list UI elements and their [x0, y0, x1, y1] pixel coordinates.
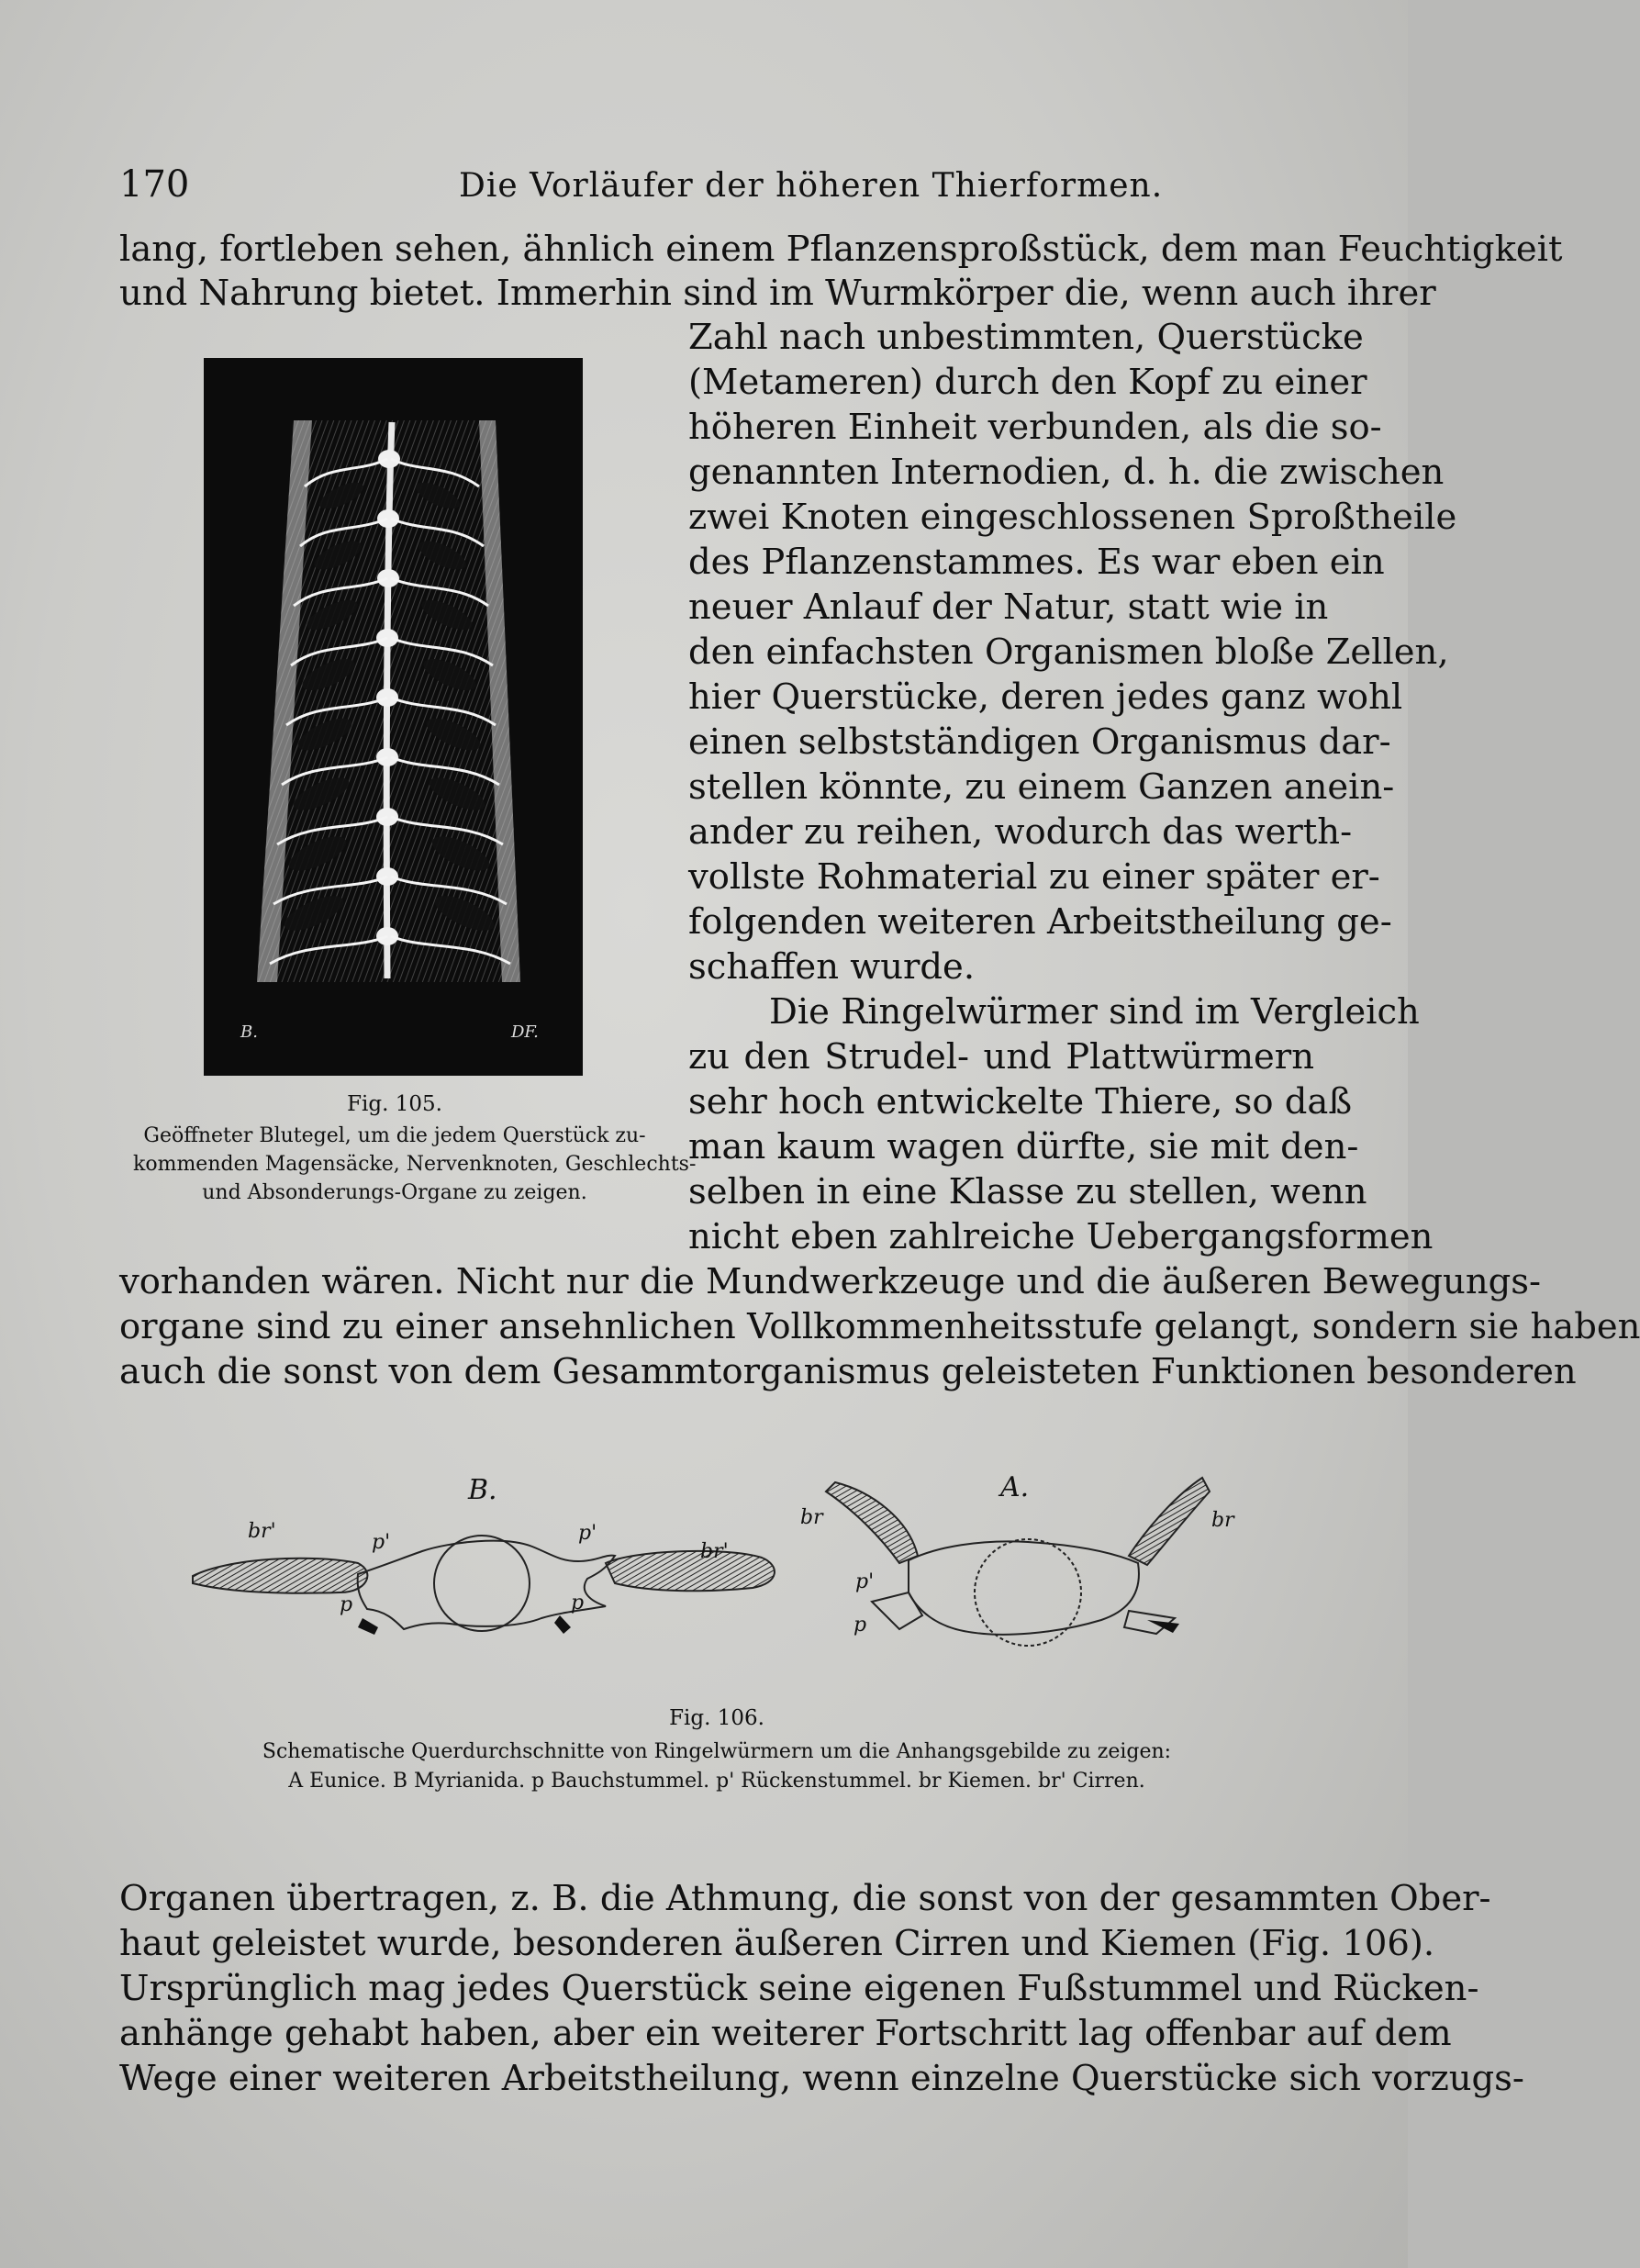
- leech-drawing: [204, 358, 583, 1076]
- fig106-label: p: [571, 1592, 585, 1614]
- body-line: vorhanden wären. Nicht nur die Mundwerkzeuge und die äußeren Bewegungs-: [119, 1261, 1542, 1302]
- body-line: zu den Strudel- und Plattwürmern: [688, 1036, 1314, 1078]
- fig106-caption-title: Fig. 106.: [669, 1706, 764, 1730]
- body-line: ander zu reihen, wodurch das werth-: [688, 811, 1353, 853]
- body-line: sehr hoch entwickelte Thiere, so daß: [688, 1081, 1353, 1123]
- body-line: schaffen wurde.: [688, 946, 976, 988]
- fig105-caption-line: und Absonderungs-Organe zu zeigen.: [202, 1181, 587, 1204]
- body-line: anhänge gehabt haben, aber ein weiterer Fortschritt lag offenbar auf dem: [119, 2013, 1452, 2054]
- body-line: zwei Knoten eingeschlossenen Sproßtheile: [688, 497, 1457, 538]
- fig105-caption-line: kommenden Magensäcke, Nervenknoten, Geschlechts-: [133, 1153, 697, 1176]
- fig106-label: p': [372, 1531, 391, 1554]
- fig105-leech-illustration: [204, 358, 583, 1076]
- fig106-label-a: A.: [1000, 1471, 1030, 1503]
- fig106-label: br': [700, 1540, 729, 1563]
- body-line: genannten Internodien, d. h. die zwischen: [688, 452, 1445, 493]
- body-line: selben in eine Klasse zu stellen, wenn: [688, 1171, 1367, 1212]
- body-line: man kaum wagen dürfte, sie mit den-: [688, 1126, 1359, 1168]
- page-number: 170: [119, 163, 190, 206]
- body-line: den einfachsten Organismen bloße Zellen,: [688, 631, 1449, 673]
- fig106-label: p: [340, 1593, 353, 1616]
- fig105-corner-left: B.: [240, 1022, 258, 1042]
- body-line: lang, fortleben sehen, ähnlich einem Pflanzensproßstück, dem man Feuchtigkeit: [119, 229, 1563, 270]
- fig106-label: p': [578, 1522, 597, 1545]
- body-line: einen selbstständigen Organismus dar-: [688, 721, 1391, 763]
- body-line: auch die sonst von dem Gesammtorganismus geleisteten Funktionen besonderen: [119, 1351, 1577, 1392]
- fig106-drawing: [174, 1455, 1234, 1684]
- body-line: folgenden weiteren Arbeitstheilung ge-: [688, 901, 1392, 943]
- body-line: Die Ringelwürmer sind im Vergleich: [769, 991, 1420, 1033]
- fig105-corner-right: DF.: [511, 1022, 539, 1042]
- body-line: Ursprünglich mag jedes Querstück seine eigenen Fußstummel und Rücken-: [119, 1968, 1479, 2009]
- fig106-diagram: [174, 1455, 1234, 1684]
- body-line: und Nahrung bietet. Immerhin sind im Wurmkörper die, wenn auch ihrer: [119, 273, 1436, 314]
- body-line: höheren Einheit verbunden, als die so-: [688, 407, 1382, 448]
- fig106-label: br': [248, 1520, 276, 1543]
- fig106-caption-line: A Eunice. B Myrianida. p Bauchstummel. p' Rückenstummel. br Kiemen. br' Cirren.: [288, 1770, 1145, 1793]
- body-line: nicht eben zahlreiche Uebergangsformen: [688, 1216, 1434, 1257]
- body-line: neuer Anlauf der Natur, statt wie in: [688, 587, 1329, 628]
- body-line: Organen übertragen, z. B. die Athmung, die sonst von der gesammten Ober-: [119, 1878, 1491, 1919]
- page-header: [119, 163, 1312, 218]
- fig105-caption-line: Geöffneter Blutegel, um die jedem Querstück zu-: [143, 1124, 646, 1147]
- body-line: vollste Rohmaterial zu einer später er-: [688, 856, 1380, 898]
- running-title: Die Vorläufer der höheren Thierformen.: [459, 167, 1164, 205]
- body-line: hier Querstücke, deren jedes ganz wohl: [688, 676, 1403, 718]
- body-line: (Metameren) durch den Kopf zu einer: [688, 362, 1367, 403]
- body-line: organe sind zu einer ansehnlichen Vollkommenheitsstufe gelangt, sondern sie haben: [119, 1306, 1640, 1347]
- body-line: des Pflanzenstammes. Es war eben ein: [688, 542, 1385, 583]
- body-line: Wege einer weiteren Arbeitstheilung, wenn einzelne Querstücke sich vorzugs-: [119, 2058, 1524, 2099]
- fig106-label: p': [855, 1570, 875, 1593]
- fig106-label: br: [800, 1506, 823, 1529]
- fig106-label: br: [1211, 1509, 1234, 1532]
- fig106-label-b: B.: [468, 1474, 497, 1506]
- fig105-caption-title: Fig. 105.: [347, 1092, 442, 1116]
- fig106-label: p: [853, 1614, 867, 1637]
- body-line: haut geleistet wurde, besonderen äußeren Cirren und Kiemen (Fig. 106).: [119, 1923, 1435, 1964]
- body-line: stellen könnte, zu einem Ganzen anein-: [688, 766, 1395, 808]
- fig106-caption-line: Schematische Querdurchschnitte von Ringelwürmern um die Anhangsgebilde zu zeigen:: [262, 1740, 1172, 1763]
- body-line: Zahl nach unbestimmten, Querstücke: [688, 317, 1364, 358]
